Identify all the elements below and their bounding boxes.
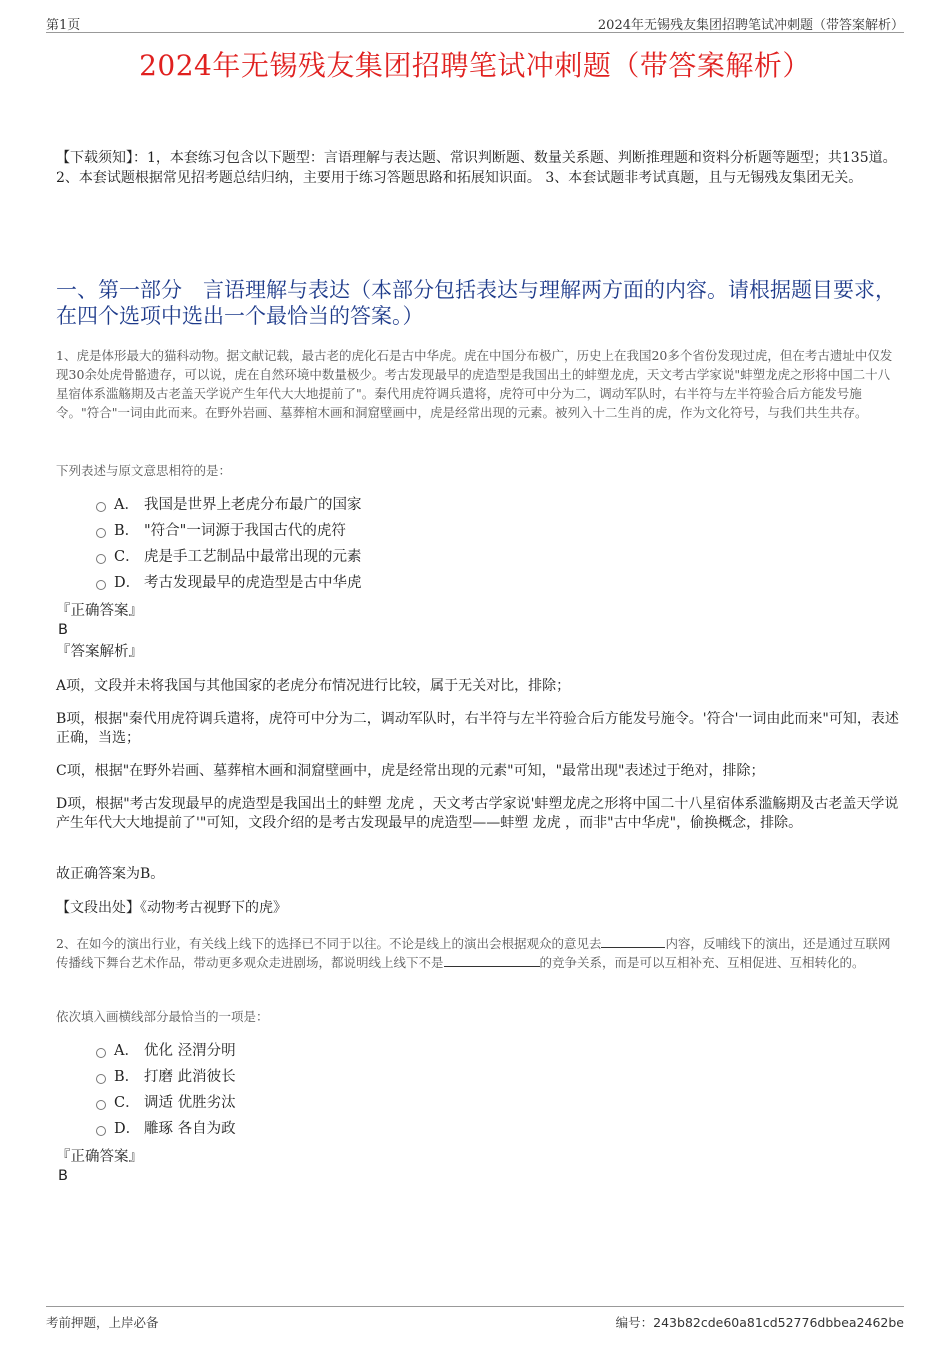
answer-label: 『正确答案』 [56,603,143,619]
question-2-text: 2、在如今的演出行业，有关线上线下的选择已不同于以往。不论是线上的演出会根据观众的意见去 内容，反哺线下的演出，还是通过互联网传播线下舞台艺术作品，带动更多观众走进剧场，都说明线上线下不是 的竞争关系，而是可以互相补充、互相促进、互相转化的。 [56,936,891,970]
document-title: 2024年无锡残友集团招聘笔试冲刺题（带答案解析） [139,49,811,82]
answer-value: B [58,622,68,638]
blank-2 [444,954,540,967]
page-header [46,12,904,33]
question-2-prompt: 依次填入画横线部分最恰当的一项是： [56,1009,269,1024]
radio-icon[interactable] [96,554,106,564]
section-heading: 一、第一部分 言语理解与表达（本部分包括表达与理解两方面的内容。请根据题目要求，在四个选项中选出一个最恰当的答案。） [56,278,896,328]
passage-source: 【文段出处】《动物考古视野下的虎》 [56,900,287,916]
header-doc-title: 2024年无锡残友集团招聘笔试冲刺题（带答案解析） [597,18,904,33]
radio-icon[interactable] [96,580,106,590]
analysis-d: D项，根据"考古发现最早的虎造型是我国出土的蚌塑 龙虎 ，天文考古学家说'蚌塑龙虎之形将中国二十八星宿体系滥觞期及古老盖天学说产生年代大大地提前了'"可知，文段介绍的是考古发现最早的虎造型——蚌塑 龙虎 ，而非"古中华虎"，偷换概念，排除。 [56,796,899,831]
question-1-text: 1、虎是体形最大的猫科动物。据文献记载，最古老的虎化石是古中华虎。虎在中国分布极广，历史上在我国20多个省份发现过虎，但在考古遗址中仅发现30余处虎骨骼遗存，可以说，虎在自然环境中数量极少。考古发现最早的虎造型是我国出土的蚌塑龙虎，天文考古学家说"蚌塑龙虎之形将中国二十八星宿体系滥觞期及古老盖天学说产生年代大大地提前了"。秦代用虎符调兵遣将，虎符可中分为二，调动军队时，右半符与左半符验合后方能发号施令。"符合"一词由此而来。在野外岩画、墓葬棺木画和洞窟壁画中，虎是经常出现的元素。被列入十二生肖的虎，作为文化符号，与我们共生共存。 [56,348,893,420]
page-footer [46,1306,904,1331]
question-1-prompt: 下列表述与原文意思相符的是： [56,463,232,478]
analysis-a: A项，文段并未将我国与其他国家的老虎分布情况进行比较，属于无关对比，排除； [56,678,571,694]
radio-icon[interactable] [96,502,106,512]
radio-icon[interactable] [96,528,106,538]
blank-1 [601,935,665,948]
option-a[interactable]: A． 我国是世界上老虎分布最广的国家 [96,492,362,518]
question-2-options [96,1038,236,1142]
footer-slogan: 考前押题，上岸必备 [46,1315,159,1330]
option-c[interactable]: C． 调适 优胜劣汰 [96,1090,236,1116]
radio-icon[interactable] [96,1074,106,1084]
option-c[interactable]: C． 虎是手工艺制品中最常出现的元素 [96,544,362,570]
analysis-b: B项，根据"秦代用虎符调兵遣将，虎符可中分为二，调动军队时，右半符与左半符验合后方能发号施令。'符合'一词由此而来"可知，表述正确，当选； [56,711,899,746]
option-d[interactable]: D． 考古发现最早的虎造型是古中华虎 [96,570,362,596]
radio-icon[interactable] [96,1126,106,1136]
document-code: 编号：243b82cde60a81cd52776dbbea2462be [615,1315,904,1330]
answer-label: 『正确答案』 [56,1149,143,1165]
radio-icon[interactable] [96,1048,106,1058]
option-d[interactable]: D． 雕琢 各自为政 [96,1116,236,1142]
option-b[interactable]: B． 打磨 此消彼长 [96,1064,236,1090]
answer-value: B [58,1168,68,1184]
page-number: 第1页 [46,18,81,33]
option-b[interactable]: B． "符合"一词源于我国古代的虎符 [96,518,362,544]
question-1-options [96,492,362,596]
analysis-c: C项，根据"在野外岩画、墓葬棺木画和洞窟壁画中，虎是经常出现的元素"可知，"最常出现"表述过于绝对，排除； [56,763,765,779]
option-a[interactable]: A． 优化 泾渭分明 [96,1038,236,1064]
radio-icon[interactable] [96,1100,106,1110]
download-notice: 【下载须知】：1，本套练习包含以下题型：言语理解与表达题、常识判断题、数量关系题、判断推理题和资料分析题等题型；共135道。 2、本套试题根据常见招考题总结归纳，主要用于练习答题思路和拓展知识面。 3、本套试题非考试真题，且与无锡残友集团无关。 [56,150,897,186]
analysis-label: 『答案解析』 [56,644,143,660]
analysis-conclusion: 故正确答案为B。 [56,866,165,882]
